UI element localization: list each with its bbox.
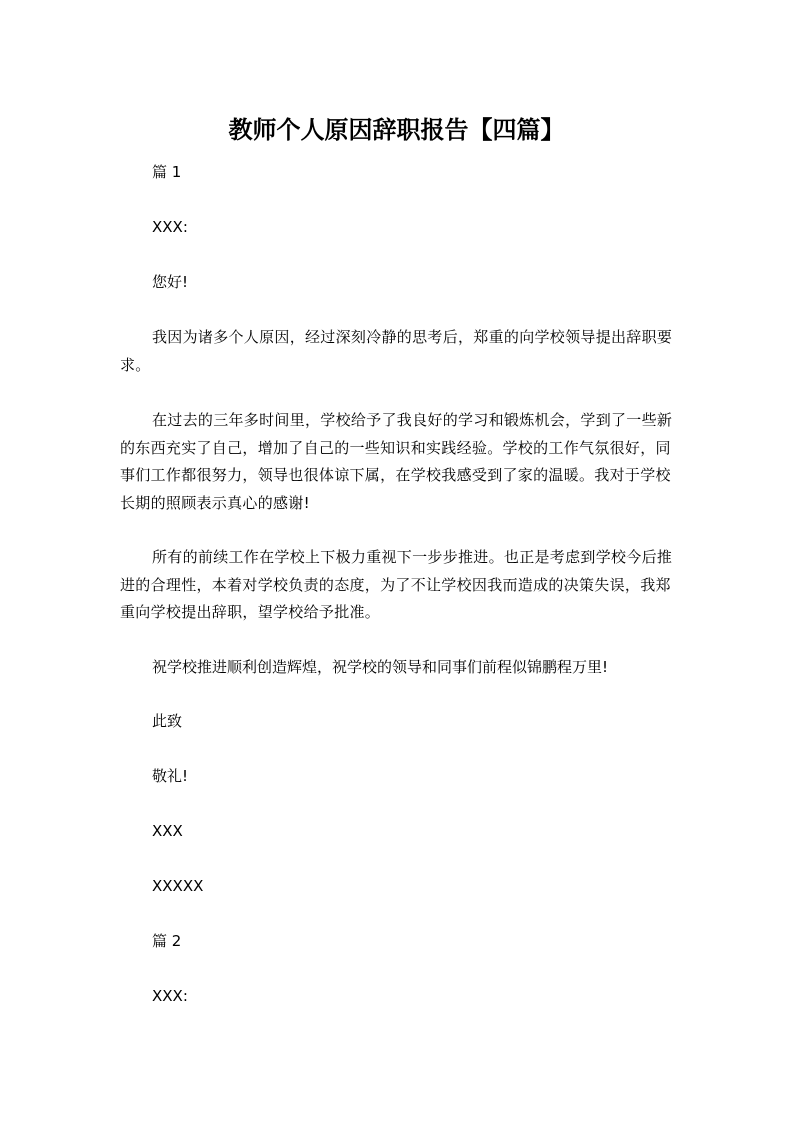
document-title: 教师个人原因辞职报告【四篇】	[228, 116, 565, 144]
closing-line-2: 敬礼!	[152, 767, 189, 785]
greeting: 您好!	[152, 273, 189, 291]
paragraph-4: 祝学校推进顺利创造辉煌，祝学校的领导和同事们前程似锦鹏程万里!	[152, 658, 609, 676]
salutation-2: XXX:	[152, 987, 188, 1005]
date: XXXXX	[152, 877, 204, 895]
section-heading-2: 篇 2	[152, 932, 182, 950]
paragraph-1: 我因为诸多个人原因，经过深刻冷静的思考后，郑重的向学校领导提出辞职要求。	[120, 328, 673, 374]
signature: XXX	[152, 822, 183, 840]
section-heading-1: 篇 1	[152, 163, 182, 181]
paragraph-3: 所有的前续工作在学校上下极力重视下一步步推进。也正是考虑到学校今后推进的合理性，本着对学校负责的态度，为了不让学校因我而造成的决策失误，我郑重向学校提出辞职，望学校给予批准。	[120, 548, 673, 621]
salutation: XXX:	[152, 218, 188, 236]
closing-line-1: 此致	[152, 712, 183, 730]
paragraph-2: 在过去的三年多时间里，学校给予了我良好的学习和锻炼机会，学到了一些新的东西充实了自己，增加了自己的一些知识和实践经验。学校的工作气氛很好，同事们工作都很努力，领导也很体谅下属，在学校我感受到了家的温暖。我对于学校长期的照顾表示真心的感谢!	[120, 411, 673, 512]
